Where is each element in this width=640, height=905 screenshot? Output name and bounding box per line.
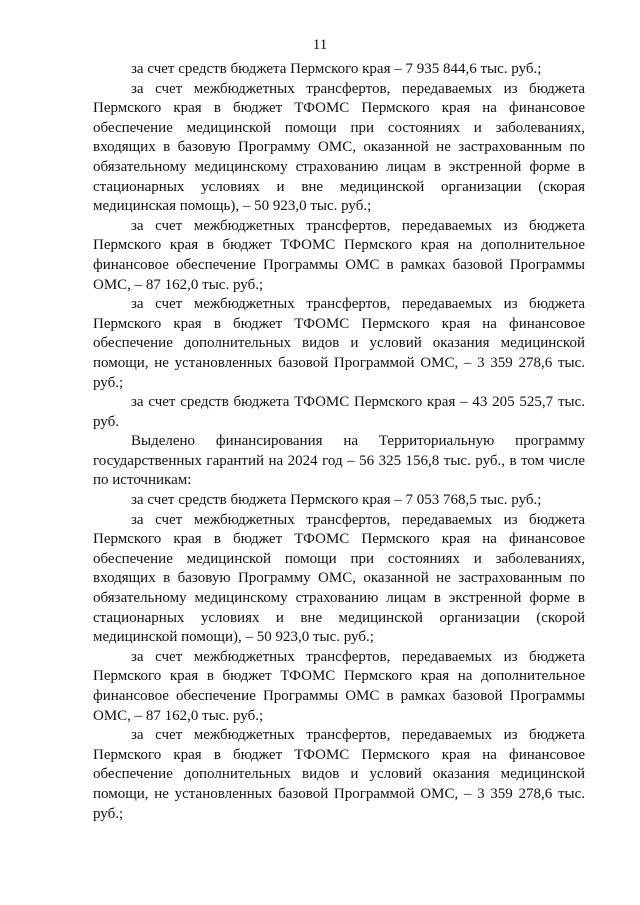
document-body bbox=[93, 60, 585, 824]
paragraph-perm-budget-2023: за счет средств бюджета Пермского края – 7 935 844,6 тыс. руб.; bbox=[131, 61, 542, 77]
paragraph-transfer-emergency-2023: за счет межбюджетных трансфертов, передаваемых из бюджета Пермского края в бюджет ТФОМС Пермского края на финансовое обеспечение медицинской помощи при состояниях и заболеваниях, входящих в базовую Программу ОМС, оказанной не застрахованным по обязательному медицинскому страхованию лицам в экстренной форме в стационарных условиях и вне медицинской организации (скорая медицинская помощь), – 50 923,0 тыс. руб.; bbox=[93, 80, 585, 215]
paragraph-transfer-additional-oms-2024: за счет межбюджетных трансфертов, передаваемых из бюджета Пермского края в бюджет ТФОМС Пермского края на дополнительное финансовое обеспечение Программы ОМС в рамках базовой Программы ОМС, – 87 162,0 тыс. руб.; bbox=[93, 648, 585, 724]
paragraph-perm-budget-2024: за счет средств бюджета Пермского края – 7 053 768,5 тыс. руб.; bbox=[131, 492, 542, 509]
page-number: 11 bbox=[312, 37, 328, 53]
paragraph-total-2024: Выделено финансирования на Территориальную программу государственных гарантий на 2024 год – 56 325 156,8 тыс. руб., в том числе по источникам: bbox=[93, 433, 585, 489]
paragraph-transfer-additional-oms-2023: за счет межбюджетных трансфертов, передаваемых из бюджета Пермского края в бюджет ТФОМС Пермского края на дополнительное финансовое обеспечение Программы ОМС в рамках базовой Программы ОМС, – 87 162,0 тыс. руб.; bbox=[93, 217, 585, 293]
paragraph-transfer-additional-types-2024: за счет межбюджетных трансфертов, передаваемых из бюджета Пермского края в бюджет ТФОМС Пермского края на финансовое обеспечение дополнительных видов и условий оказания медицинской помощи, не установленных базовой Программой ОМС, – 3 359 278,6 тыс. руб.; bbox=[93, 727, 585, 822]
paragraph-transfer-additional-types-2023: за счет межбюджетных трансфертов, передаваемых из бюджета Пермского края в бюджет ТФОМС Пермского края на финансовое обеспечение дополнительных видов и условий оказания медицинской помощи, не установленных базовой Программой ОМС, – 3 359 278,6 тыс. руб.; bbox=[93, 296, 585, 391]
paragraph-tfoms-budget-2023: за счет средств бюджета ТФОМС Пермского края – 43 205 525,7 тыс. руб. bbox=[93, 394, 585, 430]
paragraph-transfer-emergency-2024: за счет межбюджетных трансфертов, передаваемых из бюджета Пермского края в бюджет ТФОМС Пермского края на финансовое обеспечение медицинской помощи при состояниях и заболеваниях, входящих в базовую Программу ОМС, оказанной не застрахованным по обязательному медицинскому страхованию лицам в экстренной форме в стационарных условиях и вне медицинской организации (скорой медицинской помощи), – 50 923,0 тыс. руб.; bbox=[93, 511, 585, 646]
